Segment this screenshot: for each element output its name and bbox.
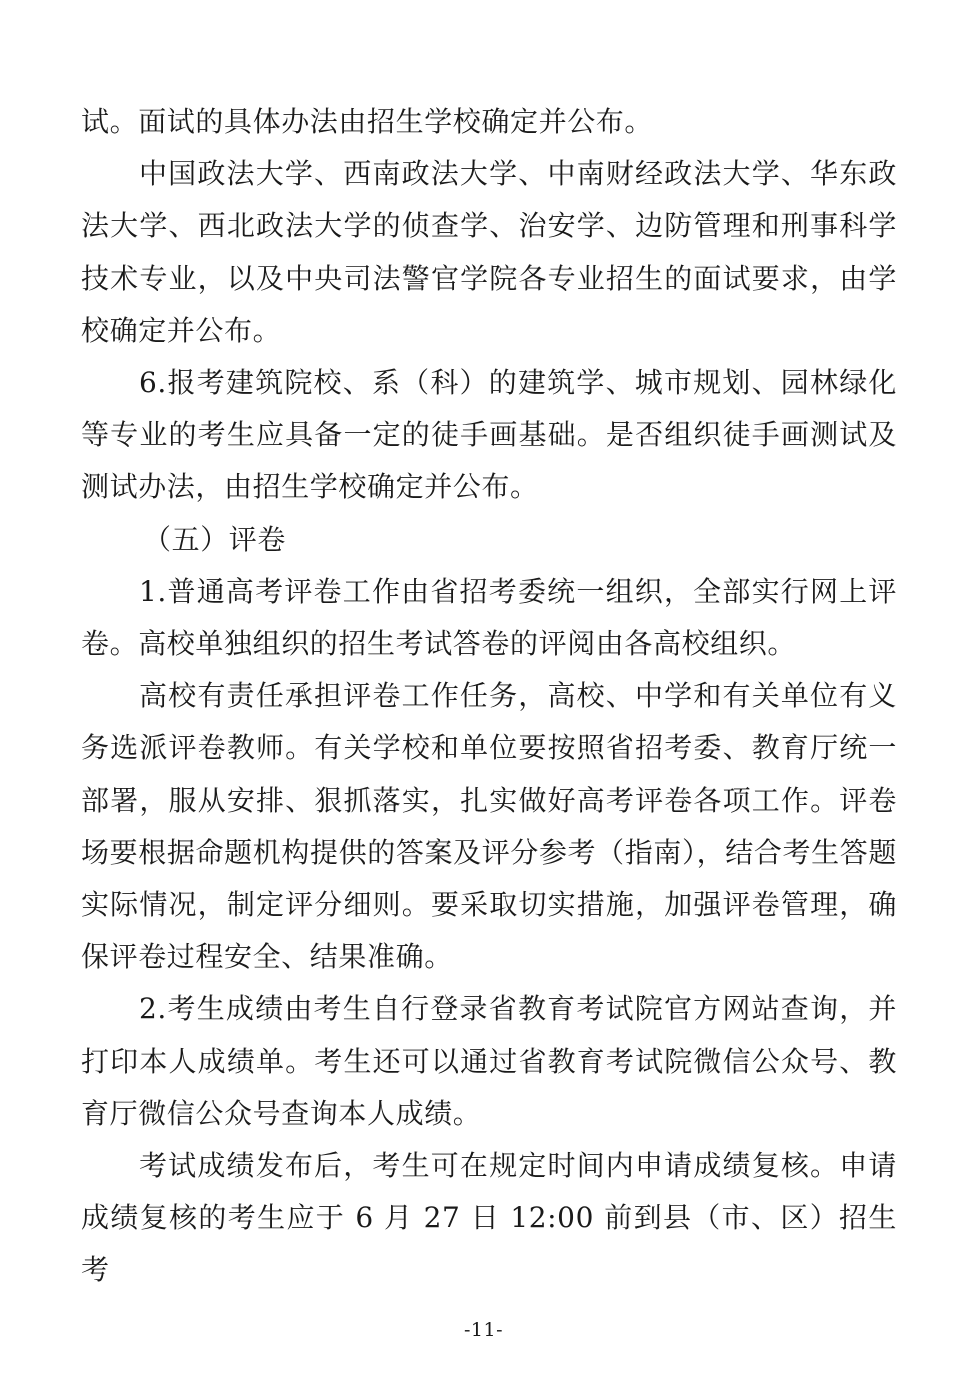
paragraph-online-grading: 1.普通高考评卷工作由省招考委统一组织，全部实行网上评卷。高校单独组织的招生考试答卷的评阅由各高校组织。 <box>81 574 897 661</box>
paragraph-political-law-universities: 中国政法大学、西南政法大学、中南财经政法大学、华东政法大学、西北政法大学的侦查学、治安学、边防管理和刑事科学技术专业，以及中央司法警官学院各专业招生的面试要求，由学校确定并公布。 <box>81 157 897 347</box>
paragraph-score-query: 2.考生成绩由考生自行登录省教育考试院官方网站查询，并打印本人成绩单。考生还可以通过省教育考试院微信公众号、教育厅微信公众号查询本人成绩。 <box>81 992 897 1130</box>
section-heading-grading: （五）评卷 <box>143 522 287 556</box>
paragraph-interview-method: 试。面试的具体办法由招生学校确定并公布。 <box>81 105 654 138</box>
paragraph-architecture-sketch: 6.报考建筑院校、系（科）的建筑学、城市规划、园林绿化等专业的考生应具备一定的徒手画基础。是否组织徒手画测试及测试办法，由招生学校确定并公布。 <box>81 366 897 504</box>
page-number: -11- <box>463 1319 504 1341</box>
paragraph-score-review: 考试成绩发布后，考生可在规定时间内申请成绩复核。申请成绩复核的考生应于 6 月 27 日 12:00 前到县（市、区）招生考 <box>81 1149 897 1287</box>
document-body <box>81 96 897 1297</box>
paragraph-grading-responsibility: 高校有责任承担评卷工作任务，高校、中学和有关单位有义务选派评卷教师。有关学校和单位要按照省招考委、教育厅统一部署，服从安排、狠抓落实，扎实做好高考评卷各项工作。评卷场要根据命题机构提供的答案及评分参考（指南），结合考生答题实际情况，制定评分细则。要采取切实措施，加强评卷管理，确保评卷过程安全、结果准确。 <box>81 679 897 974</box>
